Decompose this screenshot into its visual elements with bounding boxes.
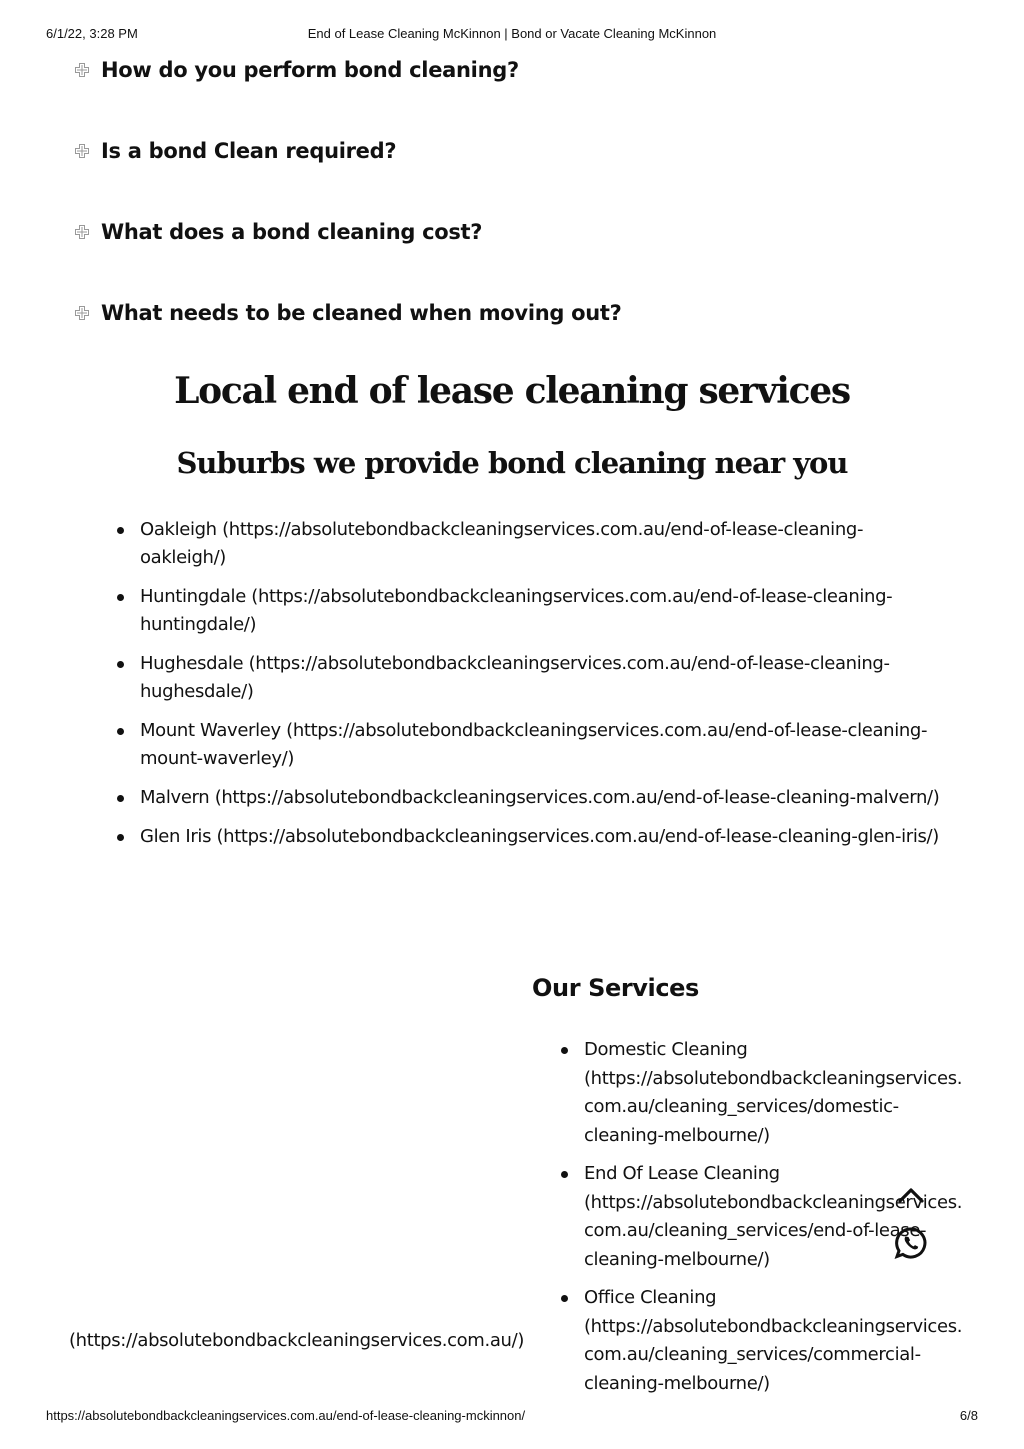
faq-question[interactable]: Is a bond Clean required? [101,139,397,163]
expand-cross-icon[interactable] [74,143,90,159]
faq-question[interactable]: What does a bond cleaning cost? [101,220,483,244]
faq-item[interactable] [74,56,934,84]
suburb-link-oakleigh[interactable]: Oakleigh (https://absolutebondbackcleaningservices.com.au/end-of-lease-cleaning-oakleigh/) [140,516,940,572]
service-name[interactable]: Office Cleaning [584,1287,717,1308]
suburb-link-glen-iris[interactable]: Glen Iris (https://absolutebondbackcleaningservices.com.au/end-of-lease-cleaning-glen-iris/) [140,823,940,851]
suburb-link-malvern[interactable]: Malvern (https://absolutebondbackcleaningservices.com.au/end-of-lease-cleaning-malvern/) [140,784,940,812]
suburbs-list [140,516,940,862]
service-url[interactable]: (https://absolutebondbackcleaningservices. com.au/cleaning_services/end-of-lease- cleaning-melbourne/) [584,1191,963,1270]
service-url[interactable]: (https://absolutebondbackcleaningservices. com.au/cleaning_services/commercial- cleaning-melbourne/) [584,1315,963,1394]
local-services-heading: Local end of lease cleaning services [174,370,850,412]
chevron-up-icon[interactable] [897,1185,925,1205]
whatsapp-icon[interactable] [894,1226,928,1260]
suburbs-subheading: Suburbs we provide bond cleaning near you [176,446,848,480]
expand-cross-icon[interactable] [74,305,90,321]
suburb-link-hughesdale[interactable]: Hughesdale (https://absolutebondbackcleaningservices.com.au/end-of-lease-cleaning-hughesdale/) [140,650,940,706]
print-date: 6/1/22, 3:28 PM [46,26,138,41]
faq-question[interactable]: What needs to be cleaned when moving out? [101,301,622,325]
suburb-link-mount-waverley[interactable]: Mount Waverley (https://absolutebondbackcleaningservices.com.au/end-of-lease-cleaning-mount-waverley/) [140,717,940,773]
service-link-office[interactable] [584,1284,963,1398]
faq-item[interactable] [74,299,934,327]
service-url[interactable]: (https://absolutebondbackcleaningservices. com.au/cleaning_services/domestic- cleaning-melbourne/) [584,1067,963,1146]
service-name[interactable]: Domestic Cleaning [584,1039,748,1060]
service-name[interactable]: End Of Lease Cleaning [584,1163,780,1184]
faq-question[interactable]: How do you perform bond cleaning? [101,58,519,82]
home-logo-link[interactable]: (https://absolutebondbackcleaningservices.com.au/) [69,1330,524,1351]
faq-item[interactable] [74,137,934,165]
service-link-domestic[interactable] [584,1036,963,1150]
print-footer [46,1408,978,1424]
faq-item[interactable] [74,218,934,246]
expand-cross-icon[interactable] [74,62,90,78]
print-url: https://absolutebondbackcleaningservices.com.au/end-of-lease-cleaning-mckinnon/ [46,1408,526,1423]
expand-cross-icon[interactable] [74,224,90,240]
print-header [46,26,978,42]
services-list [584,1036,963,1408]
suburb-link-huntingdale[interactable]: Huntingdale (https://absolutebondbackcleaningservices.com.au/end-of-lease-cleaning-huntingdale/) [140,583,940,639]
page-number: 6/8 [959,1408,978,1423]
print-page-title: End of Lease Cleaning McKinnon | Bond or Vacate Cleaning McKinnon [307,26,717,41]
services-title: Our Services [532,974,699,1002]
